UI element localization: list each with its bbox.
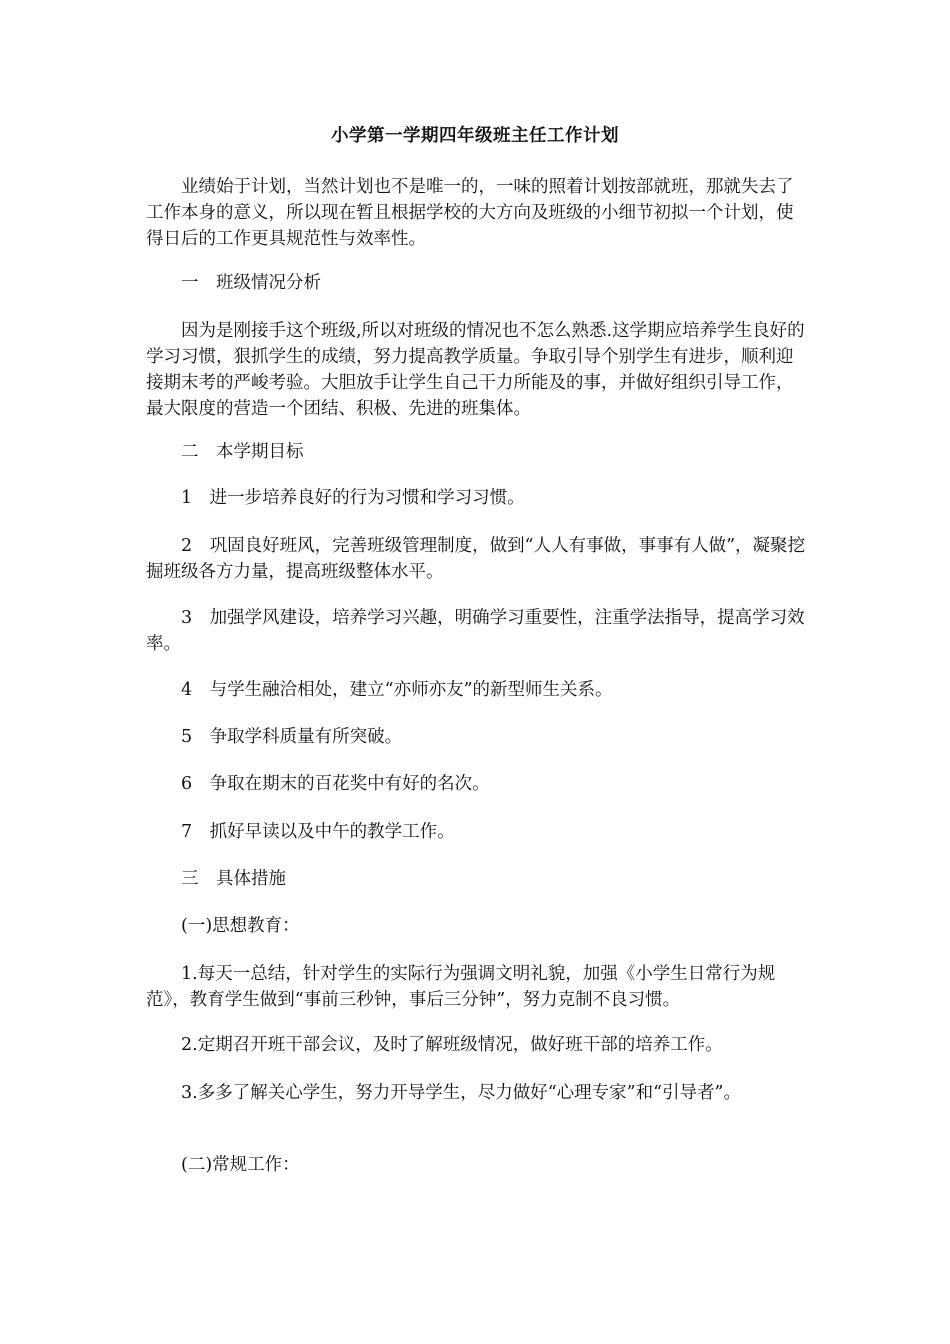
section-heading-goals: 二 本学期目标 <box>181 442 304 462</box>
goal-item: 6 争取在期末的百花奖中有好的名次。 <box>181 774 490 794</box>
goal-item: 4 与学生融洽相处，建立“亦师亦友”的新型师生关系。 <box>181 680 613 700</box>
section-heading-analysis: 一 班级情况分析 <box>181 273 321 293</box>
intro-paragraph: 业绩始于计划，当然计划也不是唯一的，一味的照着计划按部就班，那就失去了工作本身的意义，所以现在暂且根据学校的大方向及班级的小细节初拟一个计划，使得日后的工作更具规范性与效率性。 <box>146 177 794 249</box>
goal-item: 2 巩固良好班风，完善班级管理制度，做到“人人有事做，事事有人做”，凝聚挖掘班级各方力量，提高班级整体水平。 <box>146 536 806 582</box>
analysis-paragraph: 因为是刚接手这个班级,所以对班级的情况也不怎么熟悉.这学期应培养学生良好的学习习惯，狠抓学生的成绩，努力提高教学质量。争取引导个别学生有进步，顺利迎接期末考的严峻考验。大胆放手让学生自己干力所能及的事，并做好组织引导工作，最大限度的营造一个团结、积极、先进的班集体。 <box>146 321 805 419</box>
subsection-heading-ideology: (一)思想教育： <box>181 916 300 936</box>
document-title: 小学第一学期四年级班主任工作计划 <box>331 126 619 146</box>
goal-item: 1 进一步培养良好的行为习惯和学习习惯。 <box>181 488 525 508</box>
measure-item: 2.定期召开班干部会议，及时了解班级情况，做好班干部的培养工作。 <box>181 1035 723 1055</box>
measure-item: 3.多多了解关心学生，努力开导学生，尽力做好“心理专家”和“引导者”。 <box>181 1083 741 1103</box>
goal-item: 5 争取学科质量有所突破。 <box>181 727 403 747</box>
subsection-heading-routine: (二)常规工作： <box>181 1155 300 1175</box>
goal-item: 3 加强学风建设，培养学习兴趣，明确学习重要性，注重学法指导，提高学习效率。 <box>146 608 805 654</box>
measure-item: 1.每天一总结，针对学生的实际行为强调文明礼貌，加强《小学生日常行为规范》，教育学生做到“事前三秒钟，事后三分钟”，努力克制不良习惯。 <box>146 964 776 1010</box>
section-heading-measures: 三 具体措施 <box>181 869 286 889</box>
goal-item: 7 抓好早读以及中午的教学工作。 <box>181 822 455 842</box>
